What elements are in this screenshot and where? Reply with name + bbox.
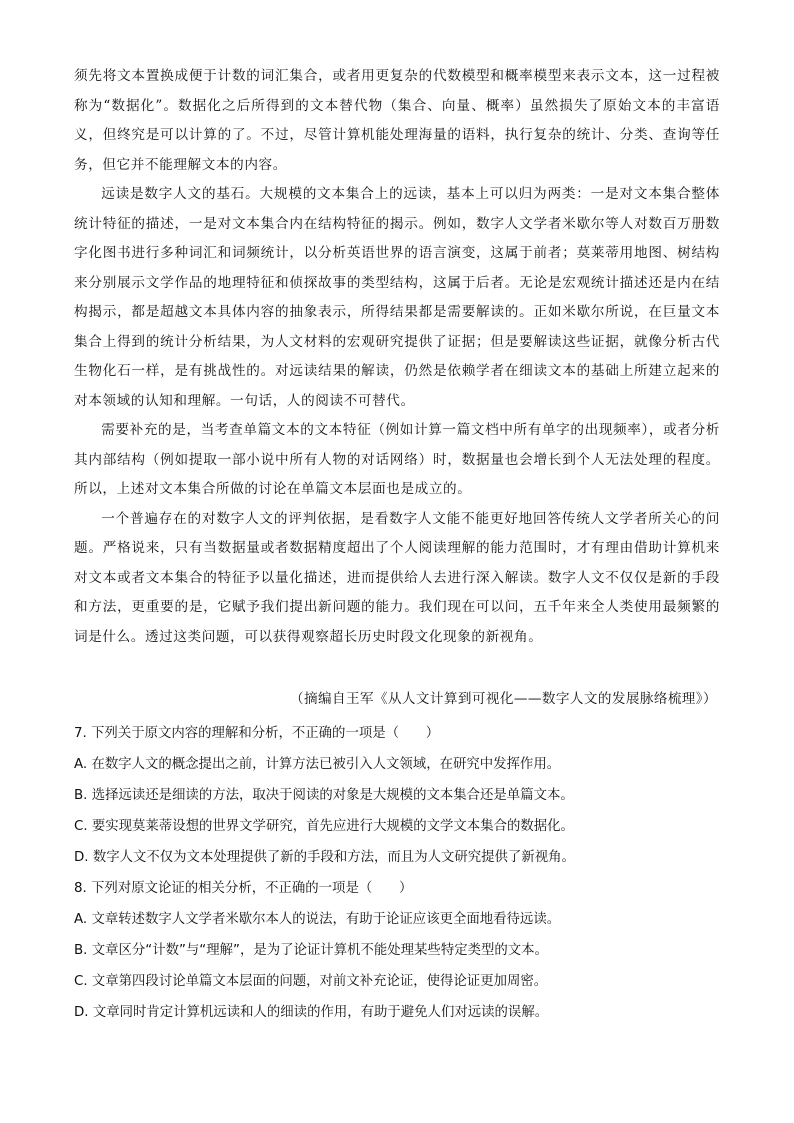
passage-paragraph-3: 需要补充的是，当考查单篇文本的文本特征（例如计算一篇文档中所有单字的出现频率），或者分析其内部结构（例如提取一部小说中所有人物的对话网络）时，数据量也会增长到个人无法处理的程度。所以，上述对文本集合所做的讨论在单篇文本层面也是成立的。 xyxy=(74,422,720,497)
question-7-option-d[interactable]: D. 数字人文不仅为文本处理提供了新的手段和方法，而且为人文研究提供了新视角。 xyxy=(74,850,575,865)
question-8-option-a[interactable]: A. 文章转述数字人文学者米歇尔本人的说法，有助于论证应该更全面地看待远读。 xyxy=(74,912,561,927)
question-7 xyxy=(74,718,720,873)
question-list xyxy=(74,718,720,1028)
question-8-option-d[interactable]: D. 文章同时肯定计算机远读和人的细读的作用，有助于避免人们对远读的误解。 xyxy=(74,1005,549,1020)
question-7-stem: 7. 下列关于原文内容的理解和分析，不正确的一项是（ ） xyxy=(74,726,440,741)
passage-paragraph-4: 一个普遍存在的对数字人文的评判依据，是看数字人文能不能更好地回答传统人文学者所关心的问题。严格说来，只有当数据量或者数据精度超出了个人阅读理解的能力范围时，才有理由借助计算机来对文本或者文本集合的特征予以量化描述，进而提供给人去进行深入解读。数字人文不仅仅是新的手段和方法，更重要的是，它赋予我们提出新问题的能力。我们现在可以问，五千年来全人类使用最频繁的词是什么。透过这类问题，可以获得观察超长历史时段文化现象的新视角。 xyxy=(74,510,720,645)
reading-passage xyxy=(74,62,720,652)
question-8-stem: 8. 下列对原文论证的相关分析，不正确的一项是（ ） xyxy=(74,881,413,896)
passage-source: （摘编自王军《从人文计算到可视化——数字人文的发展脉络梳理》） xyxy=(289,691,717,707)
question-7-option-b[interactable]: B. 选择远读还是细读的方法，取决于阅读的对象是大规模的文本集合还是单篇文本。 xyxy=(74,788,574,803)
question-7-option-a[interactable]: A. 在数字人文的概念提出之前，计算方法已被引入人文领域，在研究中发挥作用。 xyxy=(74,757,561,772)
passage-paragraph-1: 须先将文本置换成便于计数的词汇集合，或者用更复杂的代数模型和概率模型来表示文本，这一过程被称为“数据化”。数据化之后所得到的文本替代物（集合、向量、概率）虽然损失了原始文本的丰富语义，但终究是可以计算的了。不过，尽管计算机能处理海量的语料，执行复杂的统计、分类、查询等任务，但它并不能理解文本的内容。 xyxy=(74,68,720,173)
passage-paragraph-2: 远读是数字人文的基石。大规模的文本集合上的远读，基本上可以归为两类：一是对文本集合整体统计特征的描述，一是对文本集合内在结构特征的揭示。例如，数字人文学者米歇尔等人对数百万册数字化图书进行多种词汇和词频统计，以分析英语世界的语言演变，这属于前者；莫莱蒂用地图、树结构来分别展示文学作品的地理特征和侦探故事的类型结构，这属于后者。无论是宏观统计描述还是内在结构揭示，都是超越文本具体内容的抽象表示，所得结果都是需要解读的。正如米歇尔所说，在巨量文本集合上得到的统计分析结果，为人文材料的宏观研究提供了证据；但是要解读这些证据，就像分析古代生物化石一样，是有挑战性的。对远读结果的解读，仍然是依赖学者在细读文本的基础上所建立起来的对本领域的认知和理解。一句话，人的阅读不可替代。 xyxy=(74,186,720,409)
question-7-option-c[interactable]: C. 要实现莫莱蒂设想的世界文学研究，首先应进行大规模的文学文本集合的数据化。 xyxy=(74,819,574,834)
question-8-option-b[interactable]: B. 文章区分“计数”与“理解”，是为了论证计算机不能处理某些特定类型的文本。 xyxy=(74,943,548,958)
question-8 xyxy=(74,873,720,1028)
question-8-option-c[interactable]: C. 文章第四段讨论单篇文本层面的问题，对前文补充论证，使得论证更加周密。 xyxy=(74,974,548,989)
